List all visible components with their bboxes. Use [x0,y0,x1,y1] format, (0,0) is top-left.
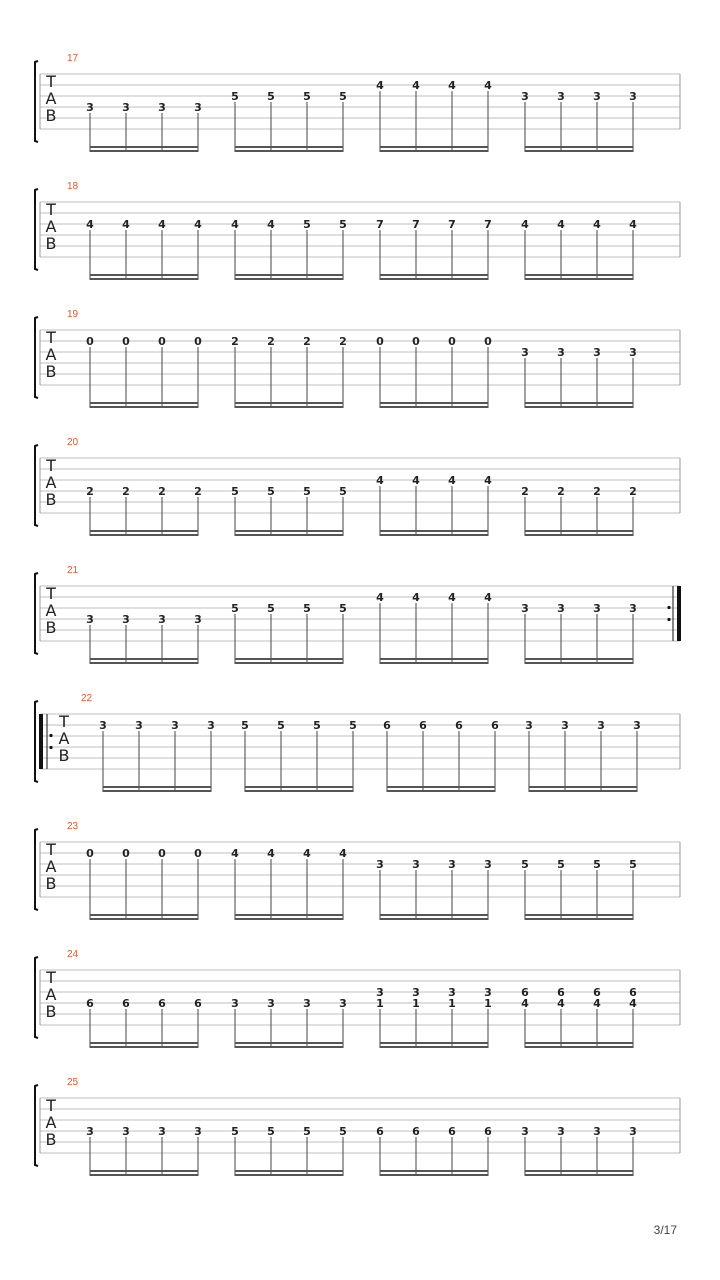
fret-number: 2 [267,335,275,348]
fret-number: 7 [412,218,420,231]
fret-number: 0 [86,335,94,348]
measure-number: 22 [81,693,93,704]
tab-clef-letter: B [45,234,57,253]
fret-number: 3 [593,346,601,359]
fret-number: 4 [122,218,130,231]
fret-number: 0 [448,335,456,348]
fret-number: 4 [448,591,456,604]
fret-number: 3 [99,719,107,732]
page-number: 3/17 [653,1223,677,1237]
fret-number: 1 [448,997,456,1010]
system-bracket [35,445,38,526]
fret-number: 4 [521,997,529,1010]
fret-number: 5 [277,719,285,732]
tab-clef-letter: T [46,72,56,91]
fret-number: 4 [521,218,529,231]
fret-number: 4 [231,218,239,231]
fret-number: 4 [484,474,492,487]
fret-number: 3 [593,1125,601,1138]
fret-number: 3 [122,1125,130,1138]
fret-number: 4 [303,847,311,860]
fret-number: 3 [412,858,420,871]
fret-number: 3 [303,997,311,1010]
fret-number: 4 [448,79,456,92]
fret-number: 3 [521,602,529,615]
fret-number: 3 [557,602,565,615]
fret-number: 0 [122,847,130,860]
fret-number: 5 [267,1125,275,1138]
fret-number: 5 [349,719,357,732]
measure-number: 17 [67,53,79,64]
fret-number: 5 [339,218,347,231]
tab-clef-letter: B [58,746,70,765]
tab-clef-letter: A [45,345,57,364]
fret-number: 4 [629,218,637,231]
fret-number: 6 [419,719,427,732]
fret-number: 6 [557,986,565,999]
fret-number: 5 [267,602,275,615]
tab-clef-letter: A [45,89,57,108]
fret-number: 0 [412,335,420,348]
tab-clef-letter: T [46,968,56,987]
fret-number: 5 [303,485,311,498]
fret-number: 3 [448,858,456,871]
fret-number: 4 [593,997,601,1010]
fret-number: 3 [557,1125,565,1138]
fret-number: 6 [455,719,463,732]
fret-number: 3 [339,997,347,1010]
fret-number: 4 [376,79,384,92]
fret-number: 6 [194,997,202,1010]
fret-number: 4 [593,218,601,231]
system-bracket [35,829,38,910]
fret-number: 3 [267,997,275,1010]
fret-number: 2 [593,485,601,498]
fret-number: 6 [158,997,166,1010]
tab-clef-letter: A [45,1113,57,1132]
fret-number: 4 [412,474,420,487]
fret-number: 7 [376,218,384,231]
fret-number: 0 [484,335,492,348]
fret-number: 3 [194,1125,202,1138]
fret-number: 4 [484,591,492,604]
fret-number: 4 [412,591,420,604]
repeat-dot [49,746,52,749]
system-bracket [35,61,38,142]
fret-number: 6 [383,719,391,732]
fret-number: 2 [339,335,347,348]
fret-number: 3 [376,858,384,871]
tab-clef-letter: A [45,217,57,236]
fret-number: 7 [484,218,492,231]
fret-number: 3 [633,719,641,732]
fret-number: 3 [597,719,605,732]
fret-number: 3 [521,346,529,359]
measure-number: 19 [67,309,79,320]
fret-number: 2 [122,485,130,498]
fret-number: 0 [86,847,94,860]
fret-number: 6 [593,986,601,999]
fret-number: 4 [484,79,492,92]
fret-number: 6 [491,719,499,732]
tab-clef-letter: B [45,1002,57,1021]
fret-number: 5 [303,602,311,615]
fret-number: 6 [376,1125,384,1138]
system-bracket [35,1085,38,1166]
tab-clef-letter: B [45,362,57,381]
fret-number: 3 [376,986,384,999]
fret-number: 3 [629,1125,637,1138]
fret-number: 5 [557,858,565,871]
fret-number: 3 [86,1125,94,1138]
measure-number: 20 [67,437,79,448]
fret-number: 3 [86,101,94,114]
fret-number: 7 [448,218,456,231]
measure-number: 24 [67,949,79,960]
system-bracket [35,189,38,270]
fret-number: 3 [521,90,529,103]
measure-number: 21 [67,565,79,576]
tab-clef-letter: T [46,328,56,347]
fret-number: 6 [521,986,529,999]
fret-number: 5 [339,1125,347,1138]
fret-number: 3 [122,101,130,114]
fret-number: 3 [171,719,179,732]
fret-number: 5 [339,485,347,498]
measure-number: 18 [67,181,79,192]
fret-number: 6 [629,986,637,999]
tab-clef-letter: T [59,712,69,731]
fret-number: 3 [557,346,565,359]
fret-number: 3 [629,90,637,103]
tab-clef-letter: A [45,857,57,876]
fret-number: 4 [629,997,637,1010]
fret-number: 5 [313,719,321,732]
fret-number: 0 [194,335,202,348]
fret-number: 5 [267,90,275,103]
fret-number: 4 [231,847,239,860]
fret-number: 4 [267,847,275,860]
fret-number: 5 [231,602,239,615]
fret-number: 3 [629,602,637,615]
fret-number: 3 [484,858,492,871]
fret-number: 4 [376,591,384,604]
fret-number: 0 [158,847,166,860]
fret-number: 3 [122,613,130,626]
fret-number: 3 [561,719,569,732]
fret-number: 5 [339,602,347,615]
fret-number: 3 [557,90,565,103]
fret-number: 3 [448,986,456,999]
fret-number: 2 [86,485,94,498]
fret-number: 5 [303,90,311,103]
tab-clef-letter: A [58,729,70,748]
fret-number: 3 [207,719,215,732]
tab-clef-letter: A [45,601,57,620]
fret-number: 4 [376,474,384,487]
fret-number: 2 [158,485,166,498]
fret-number: 3 [593,90,601,103]
fret-number: 4 [194,218,202,231]
repeat-dot [49,734,52,737]
system-bracket [35,317,38,398]
fret-number: 5 [303,218,311,231]
fret-number: 2 [629,485,637,498]
fret-number: 3 [158,101,166,114]
fret-number: 4 [412,79,420,92]
fret-number: 5 [593,858,601,871]
fret-number: 5 [303,1125,311,1138]
fret-number: 3 [525,719,533,732]
repeat-dot [667,606,670,609]
fret-number: 2 [557,485,565,498]
repeat-dot [667,618,670,621]
fret-number: 5 [241,719,249,732]
tab-clef-letter: T [46,840,56,859]
fret-number: 0 [158,335,166,348]
tab-clef-letter: B [45,1130,57,1149]
fret-number: 2 [194,485,202,498]
tab-clef-letter: B [45,106,57,125]
fret-number: 3 [158,613,166,626]
fret-number: 4 [448,474,456,487]
fret-number: 5 [231,1125,239,1138]
fret-number: 1 [412,997,420,1010]
fret-number: 3 [593,602,601,615]
fret-number: 1 [484,997,492,1010]
tab-clef-letter: B [45,618,57,637]
fret-number: 3 [412,986,420,999]
fret-number: 5 [231,90,239,103]
fret-number: 0 [194,847,202,860]
fret-number: 3 [194,613,202,626]
fret-number: 3 [231,997,239,1010]
fret-number: 6 [412,1125,420,1138]
fret-number: 4 [267,218,275,231]
fret-number: 6 [484,1125,492,1138]
fret-number: 3 [194,101,202,114]
fret-number: 0 [376,335,384,348]
measure-number: 25 [67,1077,79,1088]
fret-number: 3 [135,719,143,732]
tab-clef-letter: A [45,985,57,1004]
fret-number: 2 [521,485,529,498]
fret-number: 6 [122,997,130,1010]
tab-clef-letter: T [46,200,56,219]
fret-number: 3 [521,1125,529,1138]
fret-number: 2 [303,335,311,348]
tab-clef-letter: B [45,490,57,509]
fret-number: 5 [339,90,347,103]
fret-number: 5 [629,858,637,871]
tab-clef-letter: T [46,456,56,475]
fret-number: 4 [339,847,347,860]
fret-number: 4 [557,997,565,1010]
system-bracket [35,573,38,654]
tab-clef-letter: T [46,584,56,603]
fret-number: 6 [86,997,94,1010]
fret-number: 4 [86,218,94,231]
fret-number: 3 [86,613,94,626]
fret-number: 4 [158,218,166,231]
fret-number: 4 [557,218,565,231]
measure-number: 23 [67,821,79,832]
fret-number: 3 [158,1125,166,1138]
fret-number: 5 [521,858,529,871]
tab-clef-letter: A [45,473,57,492]
fret-number: 5 [231,485,239,498]
tab-clef-letter: T [46,1096,56,1115]
fret-number: 2 [231,335,239,348]
fret-number: 3 [629,346,637,359]
fret-number: 3 [484,986,492,999]
system-bracket [35,957,38,1038]
fret-number: 5 [267,485,275,498]
fret-number: 6 [448,1125,456,1138]
fret-number: 0 [122,335,130,348]
fret-number: 1 [376,997,384,1010]
system-bracket [35,701,38,782]
tab-clef-letter: B [45,874,57,893]
